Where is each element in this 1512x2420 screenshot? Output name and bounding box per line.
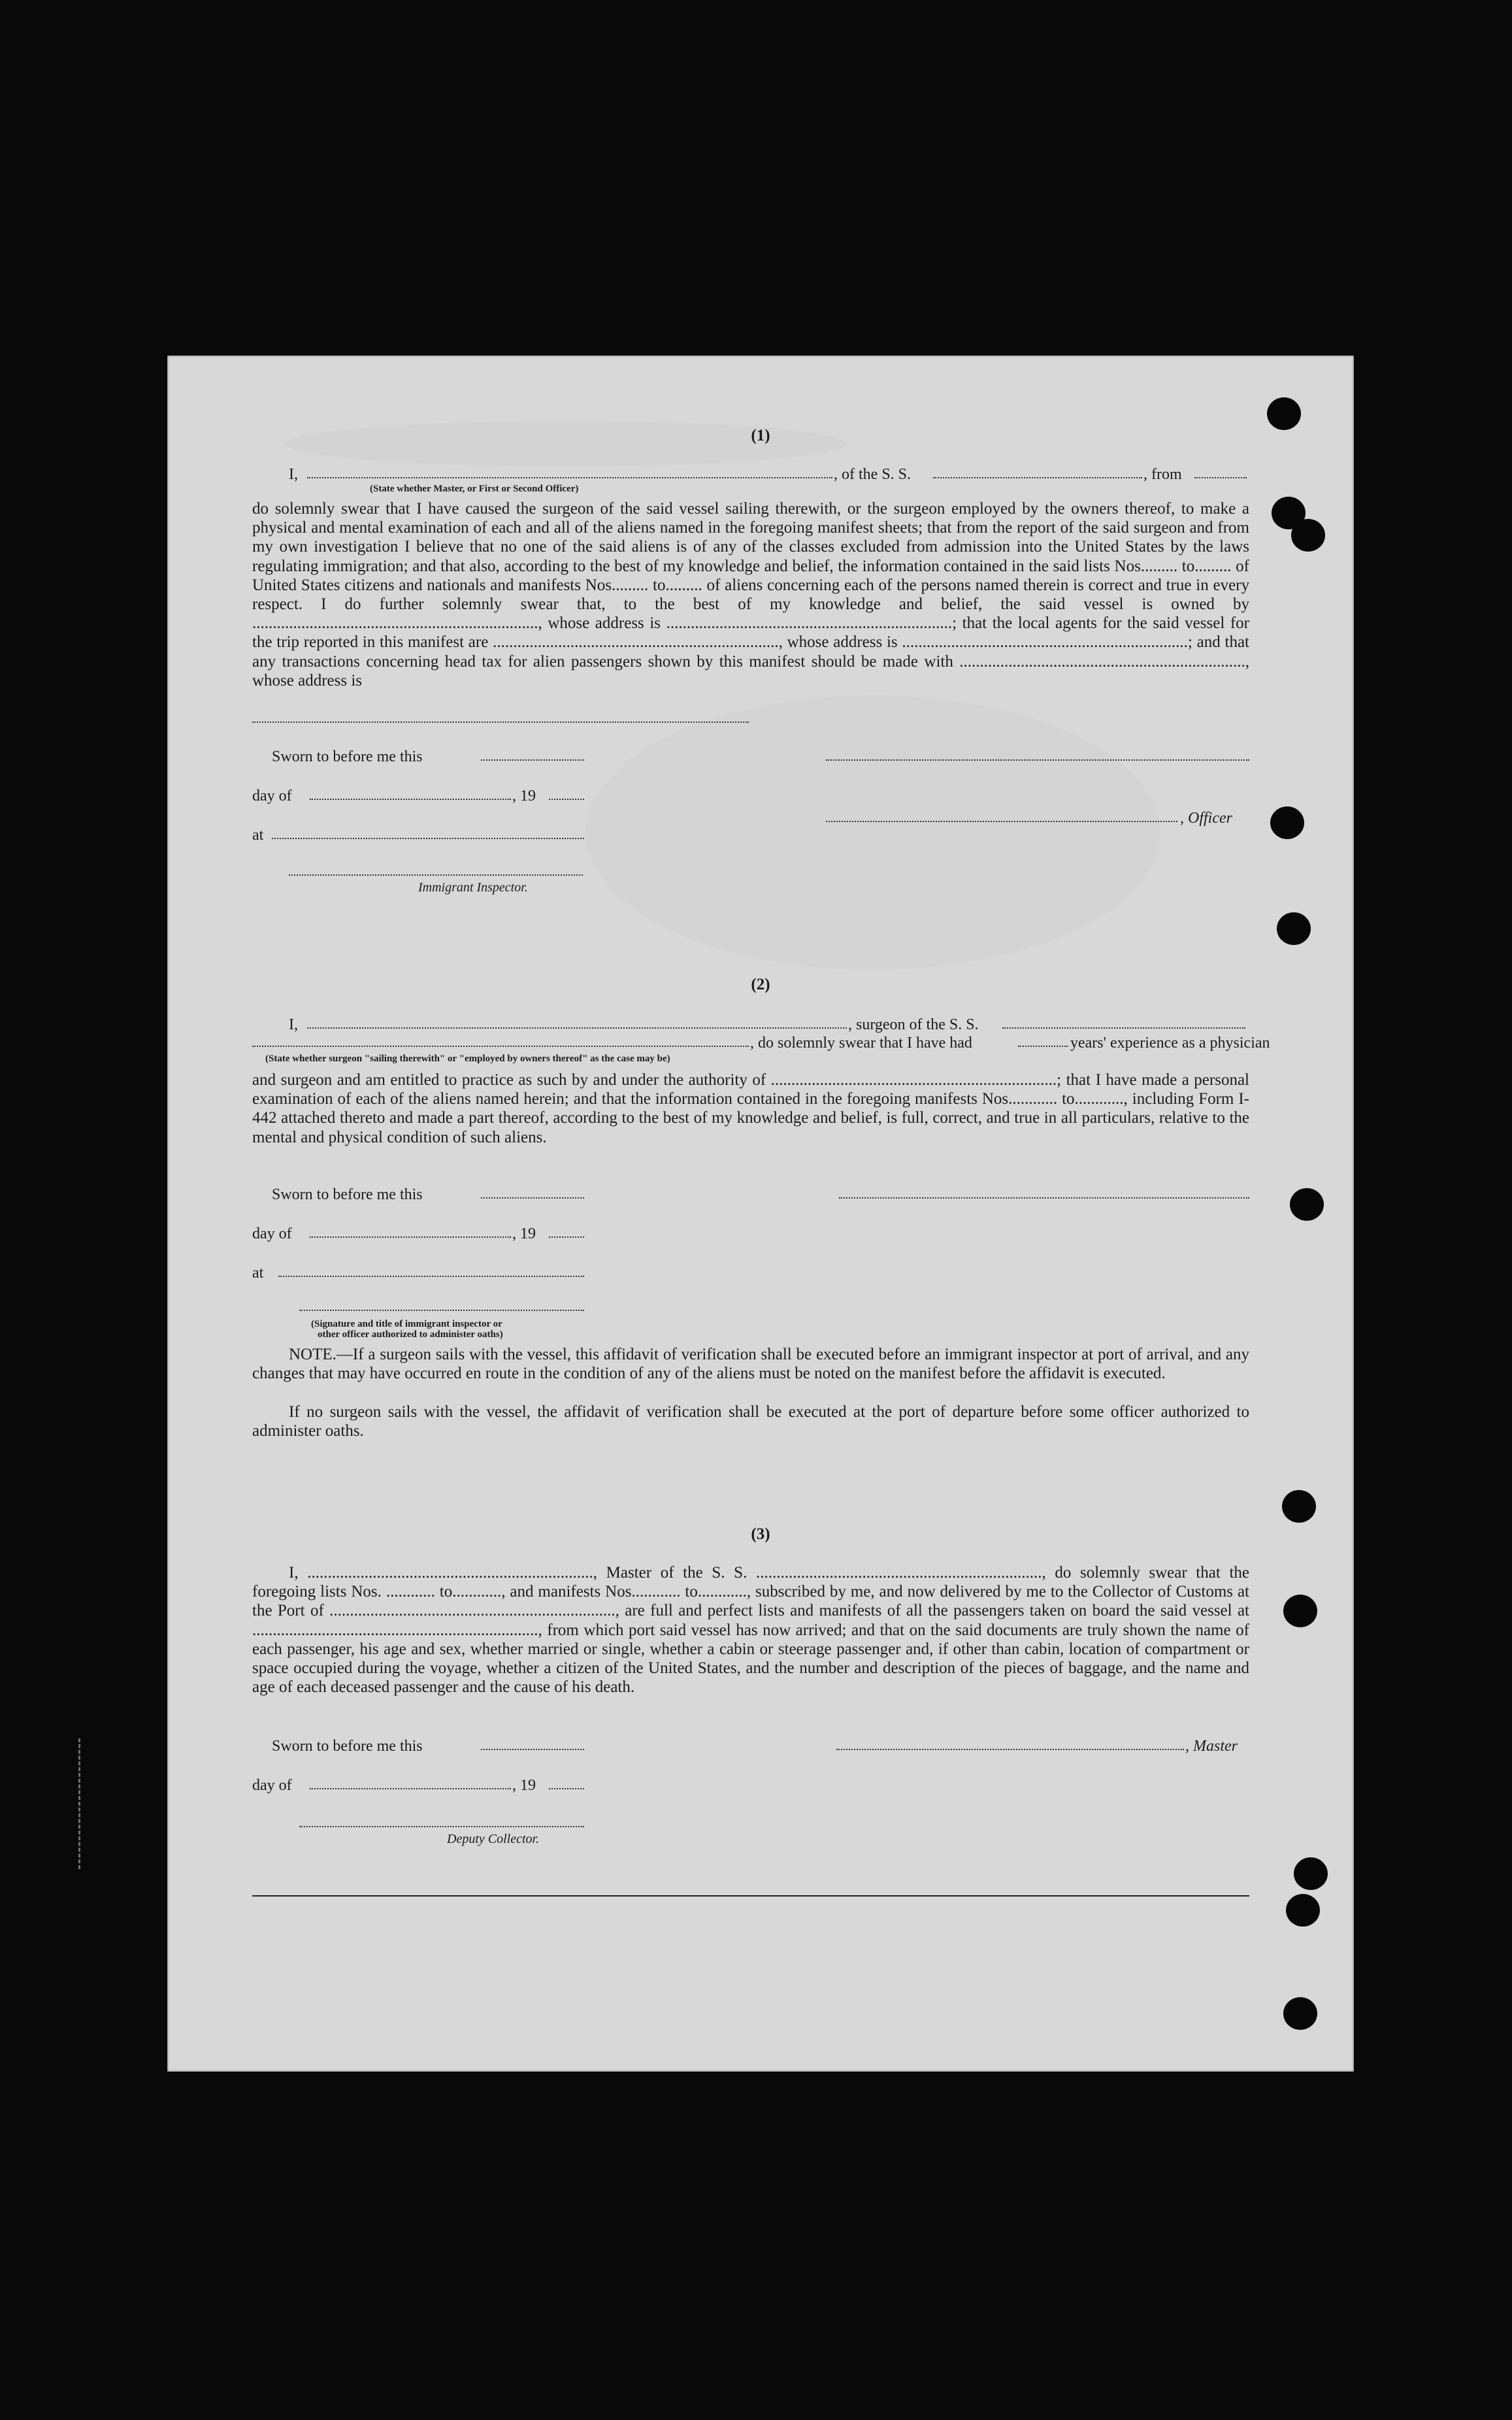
section-3-number: (3) [751, 1525, 770, 1543]
punch-hole [1283, 1595, 1317, 1627]
s3-sworn-label: Sworn to before me this [272, 1738, 423, 1755]
s1-from-line [1194, 477, 1247, 478]
s1-sworn-label: Sworn to before me this [272, 748, 423, 765]
s1-intro-i: I, [289, 466, 298, 483]
s1-officer-line [826, 821, 1177, 822]
s3-collector-line [299, 1826, 584, 1827]
s3-collector-title: Deputy Collector. [447, 1832, 540, 1846]
s2-sworn-line [481, 1197, 584, 1199]
s1-final-address-line [252, 721, 749, 723]
s2-note-1: NOTE.—If a surgeon sails with the vessel, this affidavit of verification shall be executed before an immigrant inspector at port of arrival, and any changes that may have occurred en route in the condition of any of the aliens must be noted on the manifest before the affidavit is executed. [252, 1346, 1249, 1383]
s3-oath-text: I, ......................................................................, Master of the S. S. ......................................................................, do solemnly swear that the foregoing lists Nos. ............ to............, and manifests Nos............ to............, subscribed by me, and now delivered by me to the Collector of Customs at the Port of ......................................................................, are full and perfect lists and manifests of all the passengers taken on board the said vessel at ......................................................................, from which port said vessel has now arrived; and that on the said documents are truly shown the name of each passenger, his age and sex, whether married or single, whether a cabin or steerage passenger and, if other than cabin, location of compartment or space occupied during the voyage, whether a citizen of the United States, and the number and description of the pieces of baggage, and the name and age of each deceased passenger and the cause of his death. [252, 1564, 1249, 1697]
s1-at-label: at [252, 827, 264, 844]
s2-oath-text: and surgeon and am entitled to practice as such by and under the authority of ......................................................................; that I have made a personal examination of each of the aliens named herein; and that the information contained in the foregoing manifests Nos............ to............, including Form I-442 attached thereto and made a part thereof, according to the best of my knowledge and belief, is full, correct, and true in all particulars, relative to the mental and physical condition of such aliens. [252, 1071, 1249, 1146]
s3-sworn-line [481, 1749, 584, 1750]
s2-year-line [549, 1236, 584, 1238]
s2-inspector-line [299, 1310, 584, 1311]
punch-hole [1267, 397, 1301, 430]
s3-day-line [310, 1788, 511, 1789]
s1-name-line [307, 477, 832, 478]
s1-year-label: , 19 [512, 787, 536, 804]
s2-intro-i: I, [289, 1016, 298, 1033]
bottom-rule [252, 1895, 1249, 1897]
punch-hole [1291, 519, 1325, 552]
s1-rank-hint: (State whether Master, or First or Second Officer) [370, 484, 579, 494]
section-2-number: (2) [751, 976, 770, 993]
s1-inspector-title: Immigrant Inspector. [418, 880, 528, 895]
s1-intro-vessel: , of the S. S. [834, 466, 912, 483]
scan-artifact [78, 1738, 87, 1869]
s1-day-line [310, 799, 511, 800]
s1-sworn-line [481, 759, 584, 761]
punch-hole [1290, 1188, 1324, 1221]
s1-intro-from: , from [1143, 466, 1182, 483]
punch-hole [1282, 1490, 1316, 1523]
s2-day-label: day of [252, 1225, 292, 1242]
s2-day-line [310, 1236, 511, 1238]
s1-officer-title: , Officer [1180, 810, 1232, 827]
s1-day-label: day of [252, 787, 292, 804]
s3-master-sig-line [836, 1749, 1184, 1750]
s2-at-line [278, 1276, 584, 1277]
s2-status-hint: (State whether surgeon "sailing therewith" or "employed by owners thereof" as the case may be) [265, 1053, 670, 1064]
s2-sig-hint-2: other officer authorized to administer oaths) [318, 1329, 503, 1340]
s2-note-2: If no surgeon sails with the vessel, the affidavit of verification shall be executed at the port of departure before some officer authorized to administer oaths. [252, 1403, 1249, 1440]
s1-officer-sig-line [826, 759, 1249, 761]
punch-hole [1286, 1894, 1320, 1927]
s2-name-line [307, 1027, 847, 1029]
section-1-number: (1) [751, 427, 770, 444]
s1-oath-text: do solemnly swear that I have caused the surgeon of the said vessel sailing therewith, or the surgeon employed by the owners thereof, to make a physical and mental examination of each and all of the aliens named in the foregoing manifest sheets; that from the report of the said surgeon and from my own investigation I believe that no one of the said aliens is of any of the classes excluded from admission into the United States by the laws regulating immigration; and that also, according to the best of my knowledge and belief, the information contained in the said lists Nos......... to......... of United States citizens and nationals and manifests Nos......... to......... of aliens concerning each of the persons named therein is correct and true in every respect. I do further solemnly swear that, to the best of my knowledge and belief, the said vessel is owned by ......................................................................, whose address is ......................................................................; that the local agents for the said vessel for the trip reported in this manifest are ......................................................................, whose address is ......................................................................; and that any transactions concerning head tax for alien passengers shown by this manifest should be made with ......................................................................, whose address is [252, 500, 1249, 689]
s3-year-label: , 19 [512, 1777, 536, 1794]
punch-hole [1283, 1997, 1317, 2030]
s2-sig-hint-1: (Signature and title of immigrant inspector or [311, 1319, 502, 1329]
s2-status-line [252, 1046, 749, 1047]
s2-at-label: at [252, 1265, 264, 1282]
s2-surgeon-sig-line [839, 1197, 1249, 1199]
s2-sworn-label: Sworn to before me this [272, 1186, 423, 1203]
s1-year-line [549, 799, 584, 800]
s2-years-text: years' experience as a physician [1070, 1035, 1270, 1052]
s2-vessel-line [1002, 1027, 1245, 1029]
s1-vessel-line [933, 477, 1142, 478]
smudge [585, 695, 1160, 970]
affidavit-page [167, 356, 1354, 2072]
s2-year-label: , 19 [512, 1225, 536, 1242]
s2-years-line [1018, 1046, 1068, 1047]
s1-inspector-line [289, 874, 583, 876]
punch-hole [1270, 806, 1304, 839]
punch-hole [1277, 912, 1311, 945]
s2-intro-surgeon: , surgeon of the S. S. [848, 1016, 979, 1033]
s3-day-label: day of [252, 1777, 292, 1794]
s2-swear-text: , do solemnly swear that I have had [750, 1035, 972, 1052]
s3-master-title: , Master [1185, 1738, 1238, 1755]
s1-at-line [272, 838, 584, 839]
punch-hole [1294, 1857, 1328, 1890]
s3-year-line [549, 1788, 584, 1789]
